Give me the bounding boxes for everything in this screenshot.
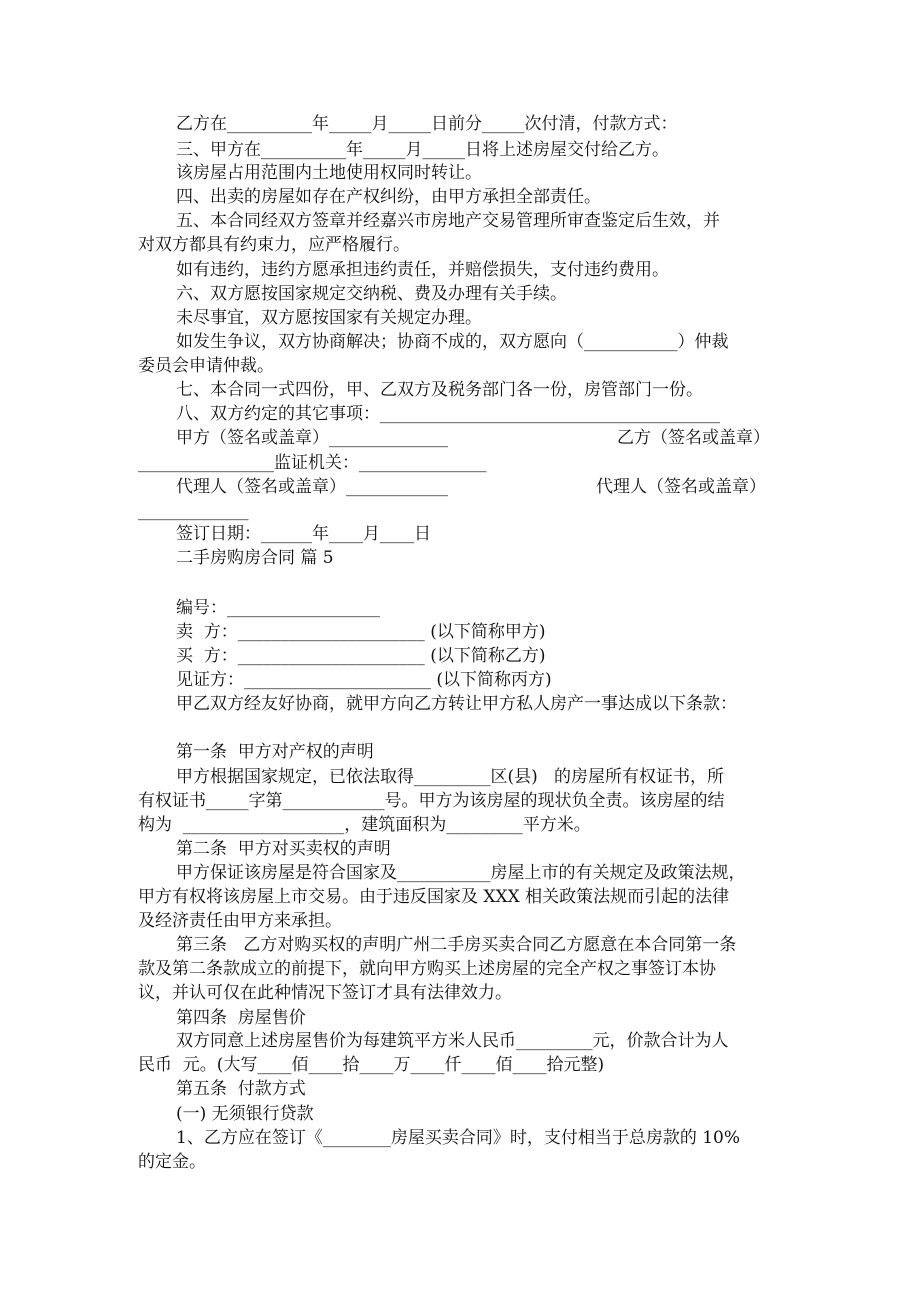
text-line: 的定金。 (138, 1152, 206, 1172)
text-line: 三、甲方在__________年_____月_____日将上述房屋交付给乙方。 (176, 140, 669, 160)
witness-line: 见证方：______________________ (以下简称丙方) (176, 670, 552, 690)
text-line: 委员会申请仲裁。 (138, 356, 274, 376)
article-heading: 第四条 房屋售价 (176, 1008, 306, 1028)
text-line: 民币 元。(大写____佰____拾____万____仟____佰____拾元整) (138, 1055, 605, 1075)
signing-date-line: 签订日期：______年____月____日 (176, 524, 431, 544)
text-line: 甲方保证该房屋是符合国家及___________房屋上市的有关规定及政策法规， (176, 863, 746, 883)
text-line: 甲方根据国家规定，已依法取得_________区(县) 的房屋所有权证书，所 (176, 767, 724, 787)
text-line: 第三条 乙方对购买权的声明广州二手房买卖合同乙方愿意在本合同第一条 (176, 935, 737, 955)
text-line: 四、出卖的房屋如存在产权纠纷，由甲方承担全部责任。 (176, 187, 601, 207)
buyer-line: 买 方：______________________ (以下简称乙方) (176, 646, 546, 666)
text-line: 议，并认可仅在此种情况下签订才具有法律效力。 (138, 983, 512, 1003)
party-a-signature-line: 甲方（签名或盖章）______________ (176, 428, 448, 448)
agent-b-blank: _____________ (138, 501, 249, 521)
text-line: 甲乙双方经友好协商，就甲方向乙方转让甲方私人房产一事达成以下条款： (176, 694, 737, 714)
party-b-signature-label: 乙方（签名或盖章） (617, 428, 770, 448)
text-line: 及经济责任由甲方来承担。 (138, 911, 342, 931)
text-line: 该房屋占用范围内土地使用权同时转让。 (176, 163, 482, 183)
agent-a-signature-line: 代理人（签名或盖章）____________ (176, 477, 448, 497)
text-line: 款及第二条款成立的前提下，就向甲方购买上述房屋的完全产权之事签订本协 (138, 959, 716, 979)
text-line: 六、双方愿按国家规定交纳税、费及办理有关手续。 (176, 284, 567, 304)
text-line: 1、乙方应在签订《________房屋买卖合同》时，支付相当于总房款的 10% (176, 1128, 741, 1148)
text-line: 未尽事宜，双方愿按国家有关规定办理。 (176, 308, 482, 328)
text-line: 如有违约，违约方愿承担违约责任，并赔偿损失，支付违约费用。 (176, 260, 669, 280)
supervising-authority-line: ________________监证机关：_______________ (138, 453, 487, 473)
seller-line: 卖 方：______________________ (以下简称甲方) (176, 622, 546, 642)
text-line: 如发生争议，双方协商解决；协商不成的，双方愿向（___________）仲裁 (176, 332, 729, 352)
article-heading: 第五条 付款方式 (176, 1079, 306, 1099)
text-line: 对双方都具有约束力，应严格履行。 (138, 235, 410, 255)
contract-number-line: 编号：__________________ (176, 598, 380, 618)
section-title: 二手房购房合同 篇 5 (176, 548, 334, 568)
agent-b-signature-label: 代理人（签名或盖章） (596, 477, 766, 497)
article-heading: 第二条 甲方对买卖权的声明 (176, 839, 391, 859)
text-line: 甲方有权将该房屋上市交易。由于违反国家及 XXX 相关政策法规而引起的法律 (138, 887, 730, 907)
text-line: 五、本合同经双方签章并经嘉兴市房地产交易管理所审查鉴定后生效，并 (176, 211, 720, 231)
article-heading: 第一条 甲方对产权的声明 (176, 742, 374, 762)
text-line: 七、本合同一式四份，甲、乙双方及税务部门各一份，房管部门一份。 (176, 380, 703, 400)
text-line: 有权证书_____字第____________号。甲方为该房屋的现状负全责。该房屋的结 (138, 791, 725, 811)
sub-heading: (一) 无须银行贷款 (176, 1104, 314, 1124)
text-line: 双方同意上述房屋售价为每建筑平方米人民币_________元，价款合计为人 (176, 1031, 729, 1051)
text-line: 构为 ___________________，建筑面积为_________平方米。 (138, 815, 591, 835)
text-line: 乙方在__________年_____月_____日前分_____次付清，付款方式： (176, 114, 678, 134)
text-line: 八、双方约定的其它事项：________________________________________ (176, 404, 720, 424)
